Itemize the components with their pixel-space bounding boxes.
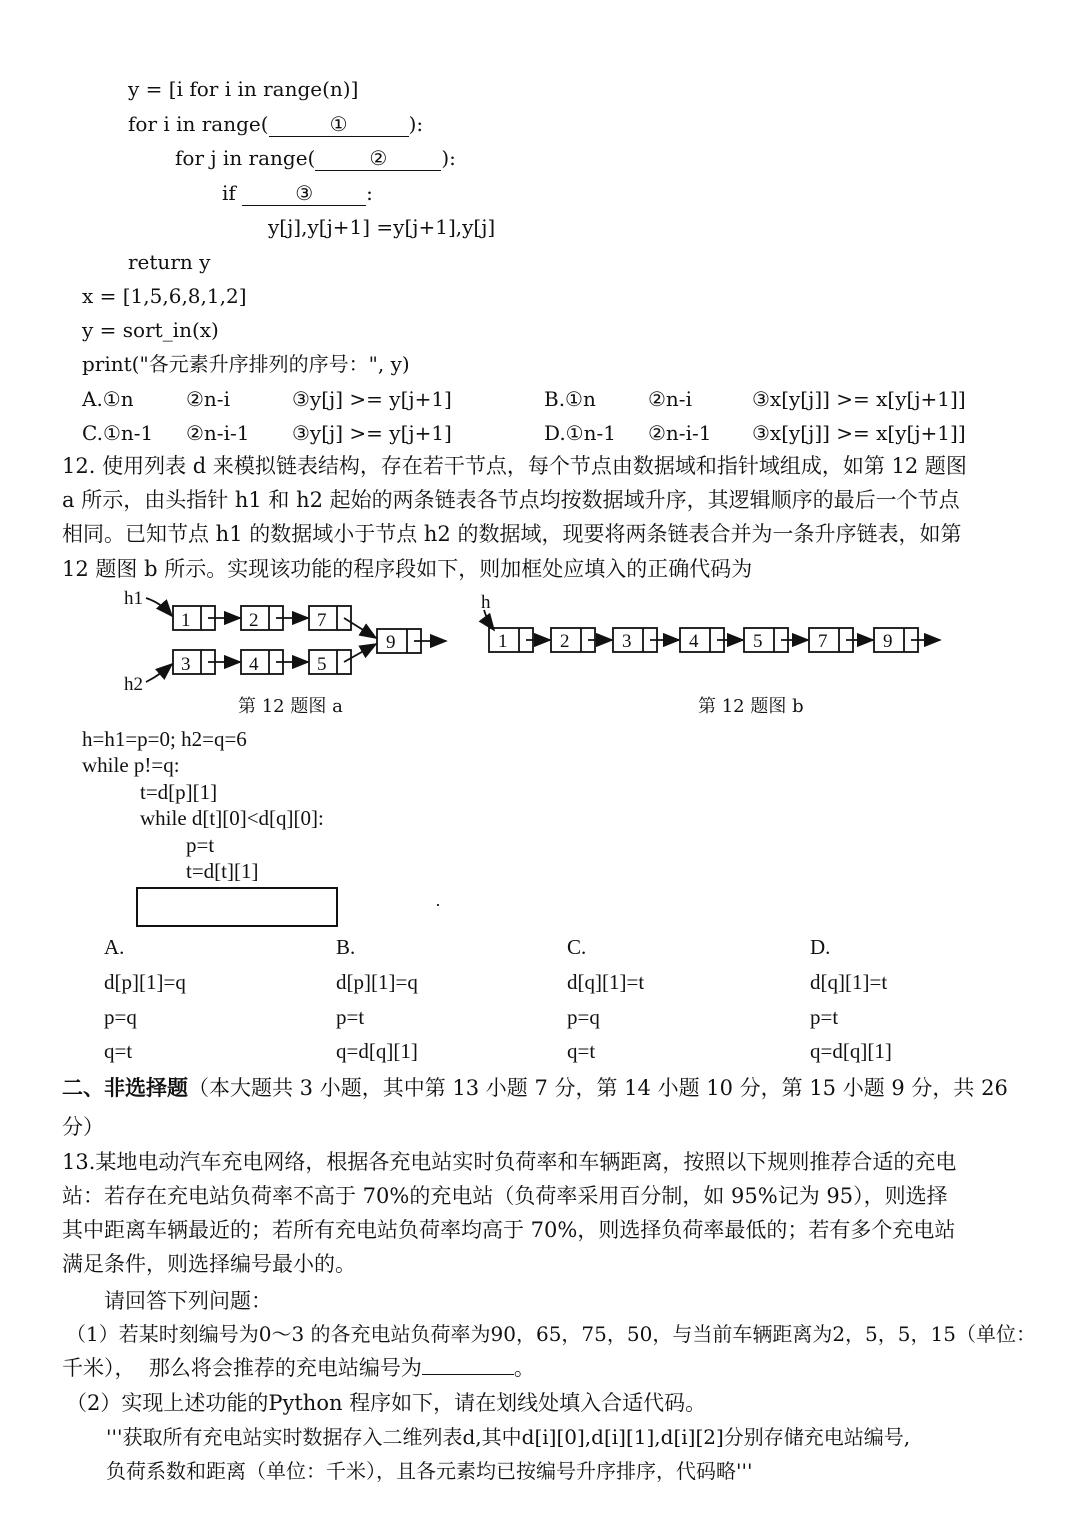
q13-sub2: （2）实现上述功能的Python 程序如下，请在划线处填入合适代码。	[66, 1391, 707, 1415]
q12-code-line: while d[t][0]<d[q][0]:	[140, 806, 324, 830]
q12-text: 相同。已知节点 h1 的数据域小于节点 h2 的数据域，现要将两条链表合并为一条升序链表，如第	[62, 522, 962, 546]
fill-blank-1: ①	[269, 112, 409, 137]
q13-sub1: （1）若某时刻编号为0～3 的各充电站负荷率为90，65，75，50，与当前车辆距离为2，5，5，15（单位：	[66, 1322, 1036, 1346]
code-line: return y	[128, 250, 211, 274]
node-value: 1	[181, 610, 191, 631]
q13-text: 其中距离车辆最近的；若所有充电站负荷率均高于 70%，则选择负荷率最低的；若有多个充电站	[62, 1218, 956, 1242]
linked-list-figures	[0, 586, 1080, 726]
option-c-part3: ③y[j] >= y[j+1]	[292, 421, 452, 445]
q12-option-b-label: B.	[336, 935, 356, 959]
node-value: 4	[249, 654, 259, 675]
q12-text: a 所示，由头指针 h1 和 h2 起始的两条链表各节点均按数据域升序，其逻辑顺序的最后一个节点	[62, 488, 960, 512]
q12-option-c-line: p=q	[567, 1005, 600, 1029]
label-h: h	[481, 592, 491, 613]
node-value: 2	[249, 610, 259, 631]
option-b-part2: ②n-i	[648, 387, 692, 411]
q12-option-d-line: q=d[q][1]	[810, 1039, 892, 1063]
option-a-part1: A.①n	[82, 387, 134, 411]
code-text: ):	[441, 146, 456, 170]
q13-code-comment: '''获取所有充电站实时数据存入二维列表d,其中d[i][0],d[i][1],d[i][2]分别存储充电站编号,	[106, 1425, 911, 1449]
option-d-part2: ②n-i-1	[648, 421, 712, 445]
label-h2: h2	[124, 674, 143, 695]
code-text: ):	[408, 112, 424, 136]
option-b-part1: B.①n	[544, 387, 596, 411]
node-value: 2	[560, 631, 570, 652]
q12-option-a-label: A.	[104, 935, 125, 959]
q12-code-line: t=d[t][1]	[186, 859, 259, 883]
fill-blank-3: ③	[242, 181, 366, 206]
option-c-part2: ②n-i-1	[186, 421, 250, 445]
q12-option-c-line: q=t	[567, 1039, 596, 1063]
code-line: y = sort_in(x)	[82, 318, 219, 342]
q12-option-d-line: d[q][1]=t	[810, 970, 888, 994]
figure-b-caption: 第 12 题图 b	[698, 696, 804, 717]
section2-title: 二、非选择题	[62, 1075, 188, 1100]
code-line: y[j],y[j+1] =y[j+1],y[j]	[268, 215, 496, 239]
q12-option-b-line: q=d[q][1]	[336, 1039, 418, 1063]
section2-heading	[62, 1075, 1008, 1101]
node-value: 1	[498, 631, 508, 652]
code-line	[175, 145, 456, 171]
q12-option-a-line: p=q	[104, 1005, 137, 1029]
figure-a-caption: 第 12 题图 a	[238, 696, 343, 717]
q13-text: 13.某地电动汽车充电网络，根据各充电站实时负荷率和车辆距离，按照以下规则推荐合适的充电	[62, 1150, 957, 1174]
label-h1: h1	[124, 588, 143, 609]
node-value: 7	[818, 631, 828, 652]
q12-option-c-label: C.	[567, 935, 587, 959]
q13-text: 。	[513, 1356, 535, 1380]
q12-option-d-line: p=t	[810, 1005, 839, 1029]
answer-blank	[422, 1374, 514, 1375]
node-value: 3	[181, 654, 191, 675]
q12-text: 12. 使用列表 d 来模拟链表结构，存在若干节点，每个节点由数据域和指针域组成，如第 12 题图	[62, 454, 967, 478]
q12-text: 12 题图 b 所示。实现该功能的程序段如下，则加框处应填入的正确代码为	[62, 557, 753, 581]
q13-text: 千米）， 那么将会推荐的充电站编号为	[62, 1356, 422, 1380]
q12-code-line: t=d[p][1]	[140, 780, 218, 804]
code-text: :	[366, 181, 373, 205]
fill-blank-2: ②	[315, 146, 441, 171]
code-line	[222, 180, 373, 206]
q12-code-line: p=t	[186, 833, 215, 857]
node-value: 9	[883, 631, 893, 652]
q13-code-comment: 负荷系数和距离（单位：千米），且各元素均已按编号升序排序，代码略'''	[106, 1459, 753, 1483]
code-line: x = [1,5,6,8,1,2]	[82, 284, 247, 308]
speck	[437, 904, 439, 906]
option-d-part3: ③x[y[j]] >= x[y[j+1]]	[752, 421, 966, 445]
q12-option-b-line: p=t	[336, 1005, 365, 1029]
node-value: 5	[317, 654, 327, 675]
option-d-part1: D.①n-1	[544, 421, 616, 445]
q13-text: 满足条件，则选择编号最小的。	[62, 1252, 356, 1276]
q12-option-a-line: q=t	[104, 1039, 133, 1063]
q12-option-b-line: d[p][1]=q	[336, 970, 418, 994]
code-text: if	[222, 181, 243, 205]
code-text: for i in range(	[128, 112, 269, 136]
q12-option-c-line: d[q][1]=t	[567, 970, 645, 994]
section2-desc: （本大题共 3 小题，其中第 13 小题 7 分，第 14 小题 10 分，第 15 小题 9 分，共 26	[188, 1076, 1008, 1100]
q12-code-line: h=h1=p=0; h2=q=6	[82, 727, 247, 751]
code-text: for j in range(	[175, 146, 316, 170]
node-value: 7	[317, 610, 327, 631]
q13-text: 站：若存在充电站负荷率不高于 70%的充电站（负荷率采用百分制，如 95%记为 95），则选择	[62, 1184, 948, 1208]
section2-desc-cont: 分）	[62, 1115, 104, 1139]
option-c-part1: C.①n-1	[82, 421, 154, 445]
node-value: 4	[689, 631, 699, 652]
q13-prompt: 请回答下列问题：	[104, 1289, 272, 1313]
q12-option-d-label: D.	[810, 935, 831, 959]
node-value: 9	[386, 632, 396, 653]
node-value: 3	[622, 631, 632, 652]
option-a-part2: ②n-i	[186, 387, 230, 411]
option-b-part3: ③x[y[j]] >= x[y[j+1]]	[752, 387, 966, 411]
q12-option-a-line: d[p][1]=q	[104, 970, 186, 994]
answer-box	[136, 887, 338, 927]
code-line: print("各元素升序排列的序号：", y)	[82, 352, 410, 376]
q12-code-line: while p!=q:	[82, 753, 180, 777]
code-line: y = [i for i in range(n)]	[128, 77, 359, 101]
option-a-part3: ③y[j] >= y[j+1]	[292, 387, 452, 411]
q13-sub1-cont	[62, 1355, 535, 1381]
node-value: 5	[753, 631, 763, 652]
code-line	[128, 111, 423, 137]
